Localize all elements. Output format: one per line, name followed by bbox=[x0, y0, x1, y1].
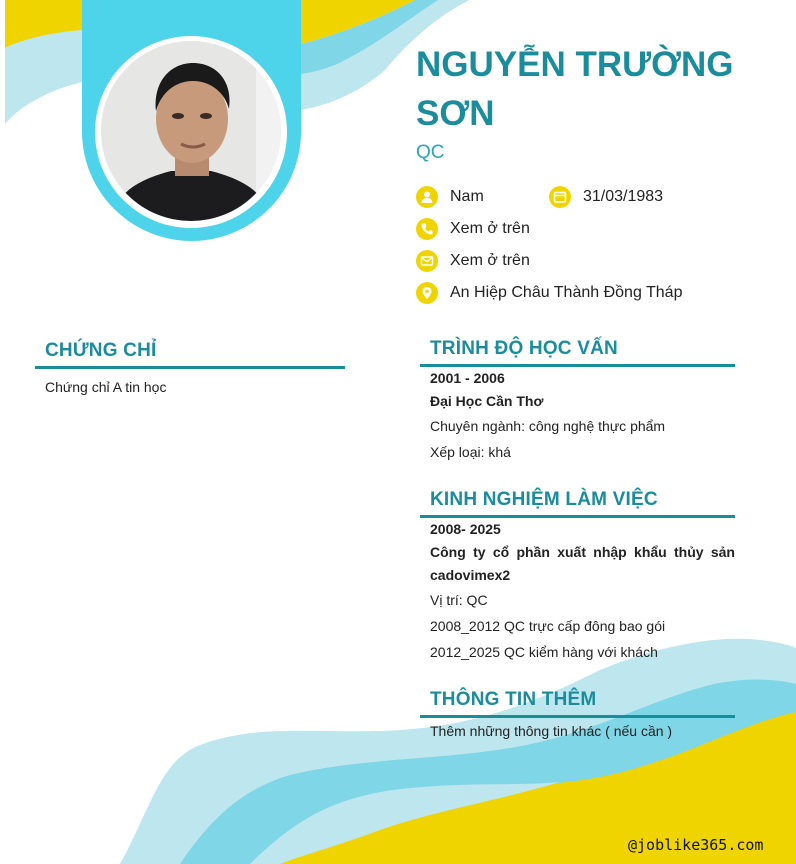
experience-detail: 2008_2012 QC trực cấp đông bao gói bbox=[430, 618, 666, 634]
address-value: An Hiệp Châu Thành Đồng Tháp bbox=[450, 284, 683, 301]
email-value: Xem ở trên bbox=[450, 252, 530, 269]
mail-icon bbox=[416, 250, 438, 272]
extra-text: Thêm những thông tin khác ( nếu cần ) bbox=[430, 723, 673, 739]
certificates-divider bbox=[35, 366, 345, 369]
user-icon bbox=[416, 186, 438, 208]
wave-top-left-cyan bbox=[5, 30, 82, 124]
phone-value: Xem ở trên bbox=[450, 220, 530, 237]
extra-heading: THÔNG TIN THÊM bbox=[430, 689, 597, 710]
education-major: Chuyên ngành: công nghệ thực phẩm bbox=[430, 418, 666, 434]
info-birthdate bbox=[549, 185, 663, 209]
calendar-icon bbox=[549, 186, 571, 208]
portrait-illustration bbox=[101, 41, 281, 221]
education-divider bbox=[420, 364, 735, 367]
gender-value: Nam bbox=[450, 188, 484, 205]
info-phone bbox=[416, 217, 530, 241]
certificates-heading: CHỨNG CHỈ bbox=[45, 340, 157, 361]
phone-icon bbox=[416, 218, 438, 240]
experience-period: 2008- 2025 bbox=[430, 521, 501, 537]
education-heading: TRÌNH ĐỘ HỌC VẤN bbox=[430, 338, 618, 359]
candidate-position: QC bbox=[416, 142, 445, 163]
experience-heading: KINH NGHIỆM LÀM VIỆC bbox=[430, 489, 658, 510]
location-pin-icon bbox=[416, 282, 438, 304]
experience-role: Vị trí: QC bbox=[430, 592, 488, 608]
experience-divider bbox=[420, 515, 735, 518]
info-address bbox=[416, 281, 682, 305]
education-school: Đại Học Cần Thơ bbox=[430, 393, 544, 409]
candidate-name: NGUYỄN TRƯỜNG SƠN bbox=[416, 45, 734, 133]
profile-photo bbox=[101, 41, 281, 221]
experience-company: Công ty cổ phần xuất nhập khẩu thủy sản cadovimex2 bbox=[430, 544, 735, 583]
info-email bbox=[416, 249, 530, 273]
site-watermark: @joblike365.com bbox=[628, 836, 764, 854]
education-grade: Xếp loại: khá bbox=[430, 444, 511, 460]
education-period: 2001 - 2006 bbox=[430, 370, 505, 386]
birthdate-value: 31/03/1983 bbox=[583, 188, 664, 205]
certificate-item: Chứng chỉ A tin học bbox=[45, 379, 167, 395]
info-gender bbox=[416, 185, 484, 209]
extra-divider bbox=[420, 715, 735, 718]
experience-detail: 2012_2025 QC kiểm hàng với khách bbox=[430, 644, 658, 660]
